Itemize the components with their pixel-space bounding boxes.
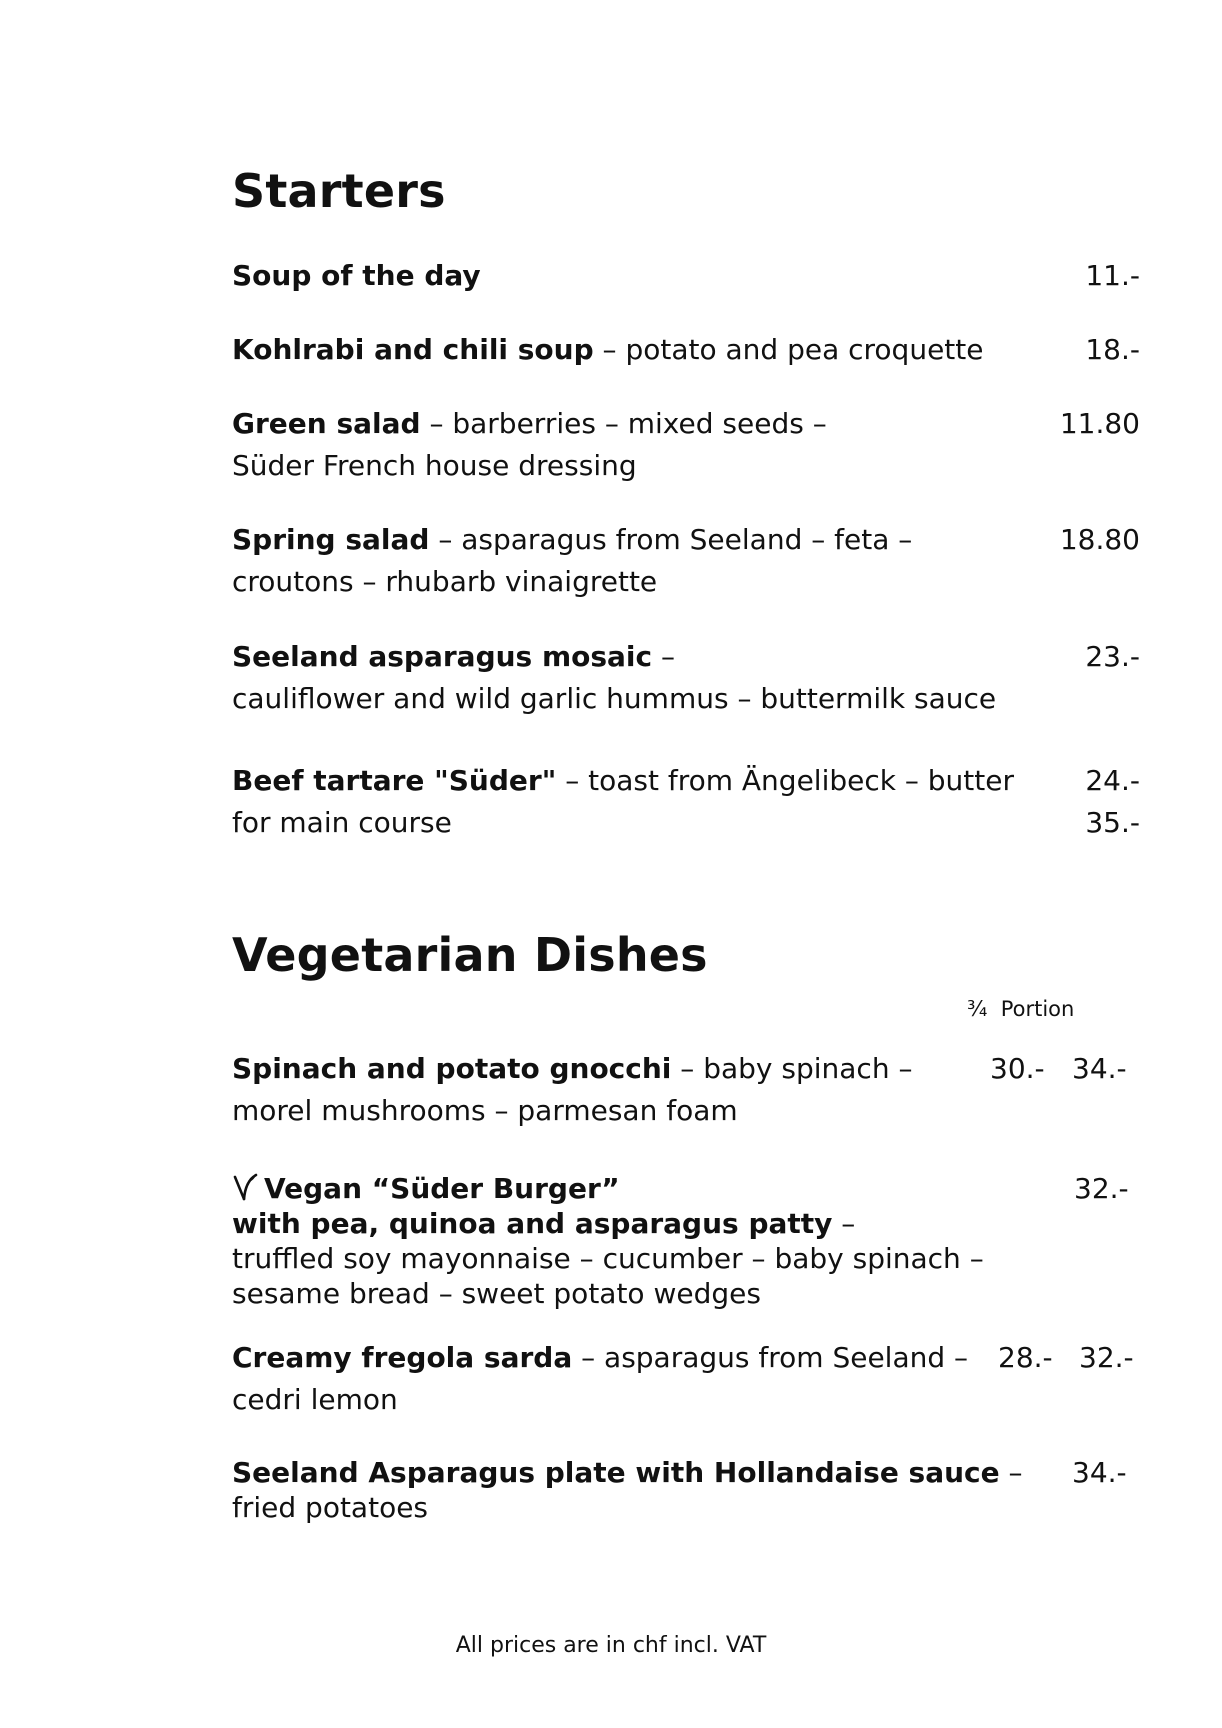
fregola-portion-price: 28.- bbox=[998, 1341, 1053, 1374]
portion-column-label: ¾ Portion bbox=[967, 997, 1075, 1021]
burger-item bbox=[232, 1172, 620, 1206]
gnocchi-desc: – baby spinach – bbox=[671, 1052, 913, 1085]
spring-salad-desc-line2: croutons – rhubarb vinaigrette bbox=[232, 565, 658, 598]
mosaic-name: Seeland asparagus mosaic bbox=[232, 640, 653, 673]
vegetarian-heading: Vegetarian Dishes bbox=[232, 928, 708, 982]
soup-item bbox=[232, 259, 481, 293]
kohlrabi-name: Kohlrabi and chili soup bbox=[232, 333, 594, 366]
green-salad-item bbox=[232, 407, 827, 441]
tartare-name: Beef tartare "Süder" bbox=[232, 764, 557, 797]
tartare-main-course-label: for main course bbox=[232, 806, 452, 839]
burger-name: Vegan “Süder Burger” bbox=[264, 1172, 620, 1205]
spring-salad-name: Spring salad bbox=[232, 523, 430, 556]
spring-salad-desc: – asparagus from Seeland – feta – bbox=[429, 523, 913, 556]
tartare-main-price: 35.- bbox=[1085, 806, 1140, 839]
tartare-price: 24.- bbox=[1085, 764, 1140, 797]
gnocchi-item bbox=[232, 1052, 912, 1086]
asparagus-plate-name: Seeland Asparagus plate with Hollandaise sauce bbox=[232, 1456, 1000, 1489]
gnocchi-price: 34.- bbox=[1072, 1052, 1127, 1085]
asparagus-plate-desc-line2: fried potatoes bbox=[232, 1491, 429, 1524]
fregola-item bbox=[232, 1341, 968, 1375]
burger-desc-line4: sesame bread – sweet potato wedges bbox=[232, 1277, 761, 1310]
gnocchi-portion-price: 30.- bbox=[990, 1052, 1045, 1085]
fregola-price: 32.- bbox=[1079, 1341, 1134, 1374]
burger-patty-dash: – bbox=[832, 1207, 856, 1240]
spring-salad-price: 18.80 bbox=[1059, 523, 1140, 556]
burger-desc-line3: truffled soy mayonnaise – cucumber – baby spinach – bbox=[232, 1242, 984, 1275]
gnocchi-desc-line2: morel mushrooms – parmesan foam bbox=[232, 1094, 738, 1127]
mosaic-desc-line2: cauliflower and wild garlic hummus – buttermilk sauce bbox=[232, 682, 997, 715]
green-salad-desc-line2: Süder French house dressing bbox=[232, 449, 637, 482]
fregola-desc: – asparagus from Seeland – bbox=[572, 1341, 969, 1374]
soup-name: Soup of the day bbox=[232, 259, 481, 292]
mosaic-price: 23.- bbox=[1085, 640, 1140, 673]
green-salad-name: Green salad bbox=[232, 407, 421, 440]
mosaic-desc: – bbox=[652, 640, 676, 673]
mosaic-item bbox=[232, 640, 675, 674]
kohlrabi-desc: – potato and pea croquette bbox=[593, 333, 984, 366]
burger-desc-line2 bbox=[232, 1207, 855, 1241]
vegan-leaf-icon bbox=[232, 1173, 258, 1201]
soup-price: 11.- bbox=[1085, 259, 1140, 292]
tartare-desc: – toast from Ängelibeck – butter bbox=[556, 764, 1014, 797]
prices-footnote: All prices are in chf incl. VAT bbox=[455, 1633, 767, 1658]
asparagus-plate-price: 34.- bbox=[1072, 1456, 1127, 1489]
asparagus-plate-desc: – bbox=[999, 1456, 1023, 1489]
starters-heading: Starters bbox=[232, 164, 446, 218]
asparagus-plate-item bbox=[232, 1456, 1023, 1490]
kohlrabi-item bbox=[232, 333, 983, 367]
tartare-item bbox=[232, 764, 1014, 798]
burger-price: 32.- bbox=[1074, 1172, 1129, 1205]
fregola-desc-line2: cedri lemon bbox=[232, 1383, 398, 1416]
spring-salad-item bbox=[232, 523, 912, 557]
kohlrabi-price: 18.- bbox=[1085, 333, 1140, 366]
fregola-name: Creamy fregola sarda bbox=[232, 1341, 573, 1374]
green-salad-desc: – barberries – mixed seeds – bbox=[420, 407, 827, 440]
green-salad-price: 11.80 bbox=[1059, 407, 1140, 440]
burger-patty: with pea, quinoa and asparagus patty bbox=[232, 1207, 833, 1240]
gnocchi-name: Spinach and potato gnocchi bbox=[232, 1052, 672, 1085]
